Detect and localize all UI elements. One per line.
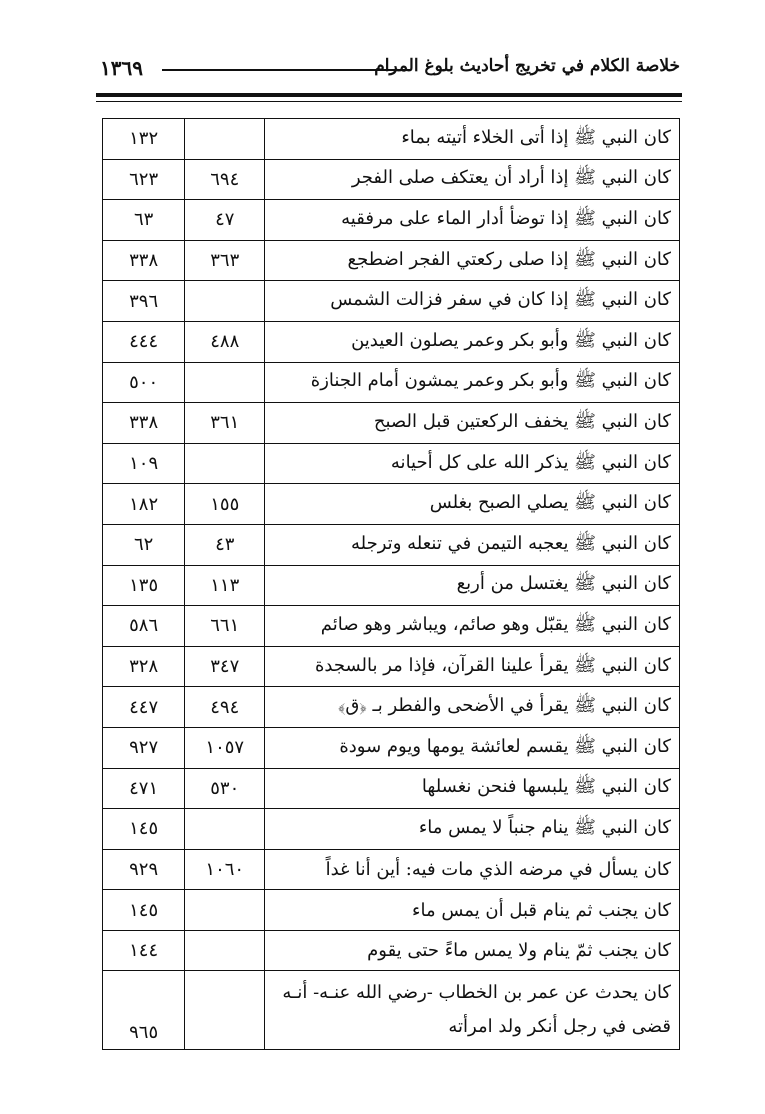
hadith-number xyxy=(185,281,265,322)
page-ref: ٩٢٧ xyxy=(103,727,185,768)
hadith-number xyxy=(185,119,265,160)
page-ref: ١٠٩ xyxy=(103,443,185,484)
hadith-number xyxy=(185,362,265,403)
page-ref: ٣٣٨ xyxy=(103,240,185,281)
hadith-number xyxy=(185,809,265,850)
page-ref: ١٤٥ xyxy=(103,890,185,931)
hadith-number: ١٠٦٠ xyxy=(185,849,265,890)
hadith-text: كان يسأل في مرضه الذي مات فيه: أين أنا غداً xyxy=(265,849,680,890)
hadith-number xyxy=(185,930,265,971)
page-ref: ٤٤٧ xyxy=(103,687,185,728)
hadith-number: ١١٣ xyxy=(185,565,265,606)
table-row xyxy=(103,240,680,281)
hadith-number: ٦٦١ xyxy=(185,606,265,647)
hadith-number: ٤٣ xyxy=(185,524,265,565)
hadith-number: ٤٧ xyxy=(185,200,265,241)
page-ref: ١٤٥ xyxy=(103,809,185,850)
hadith-text: كان يجنب ثمّ ينام ولا يمس ماءً حتى يقوم xyxy=(265,930,680,971)
hadith-number: ٣٤٧ xyxy=(185,646,265,687)
hadith-text: كان النبي ﷺ يذكر الله على كل أحيانه xyxy=(265,443,680,484)
table-row xyxy=(103,727,680,768)
table-row xyxy=(103,119,680,160)
hadith-text xyxy=(265,971,680,1050)
hadith-number: ١٠٥٧ xyxy=(185,727,265,768)
hadith-text: كان النبي ﷺ إذا صلى ركعتي الفجر اضطجع xyxy=(265,240,680,281)
table-row xyxy=(103,281,680,322)
page-ref: ٤٧١ xyxy=(103,768,185,809)
page-ref: ٦٢ xyxy=(103,524,185,565)
hadith-text: كان النبي ﷺ إذا كان في سفر فزالت الشمس xyxy=(265,281,680,322)
hadith-text-line2: قضى في رجل أنكر ولد امرأته xyxy=(448,1016,671,1038)
hadith-index-table xyxy=(102,118,680,1050)
page-ref: ٩٢٩ xyxy=(103,849,185,890)
book-title: خلاصة الكلام في تخريج أحاديث بلوغ المرام xyxy=(374,56,680,76)
table-row xyxy=(103,159,680,200)
hadith-text: كان النبي ﷺ يغتسل من أربع xyxy=(265,565,680,606)
table-row xyxy=(103,565,680,606)
hadith-number: ٣٦١ xyxy=(185,403,265,444)
hadith-text: كان النبي ﷺ يقرأ في الأضحى والفطر بـ ﴿ق﴾ xyxy=(265,687,680,728)
running-header xyxy=(100,56,680,82)
table-row xyxy=(103,484,680,525)
hadith-number: ٥٣٠ xyxy=(185,768,265,809)
header-rule-thin xyxy=(96,101,682,102)
table-row xyxy=(103,930,680,971)
hadith-text: كان النبي ﷺ إذا توضأ أدار الماء على مرفقيه xyxy=(265,200,680,241)
table-row xyxy=(103,321,680,362)
hadith-number: ٦٩٤ xyxy=(185,159,265,200)
hadith-number xyxy=(185,443,265,484)
page-ref: ١٤٤ xyxy=(103,930,185,971)
table-row xyxy=(103,362,680,403)
page-ref: ٣٣٨ xyxy=(103,403,185,444)
table-row xyxy=(103,971,680,1050)
hadith-text: كان النبي ﷺ يخفف الركعتين قبل الصبح xyxy=(265,403,680,444)
hadith-number xyxy=(185,890,265,931)
hadith-text: كان النبي ﷺ يصلي الصبح بغلس xyxy=(265,484,680,525)
header-line xyxy=(162,69,410,71)
hadith-number: ٤٨٨ xyxy=(185,321,265,362)
hadith-number: ١٥٥ xyxy=(185,484,265,525)
page-ref: ١٣٢ xyxy=(103,119,185,160)
hadith-text: كان النبي ﷺ إذا أراد أن يعتكف صلى الفجر xyxy=(265,159,680,200)
table-row xyxy=(103,524,680,565)
table-row xyxy=(103,403,680,444)
hadith-text: كان النبي ﷺ وأبو بكر وعمر يمشون أمام الجنازة xyxy=(265,362,680,403)
hadith-text: كان النبي ﷺ يقرأ علينا القرآن، فإذا مر بالسجدة xyxy=(265,646,680,687)
page-ref: ٣٩٦ xyxy=(103,281,185,322)
hadith-text-line1: كان يحدث عن عمر بن الخطاب -رضي الله عنـه- أنـه xyxy=(282,982,671,1004)
page-ref: ٤٤٤ xyxy=(103,321,185,362)
table-row xyxy=(103,687,680,728)
page-ref: ٦٢٣ xyxy=(103,159,185,200)
table-row xyxy=(103,606,680,647)
hadith-text: كان النبي ﷺ إذا أتى الخلاء أتيته بماء xyxy=(265,119,680,160)
page-ref: ١٨٢ xyxy=(103,484,185,525)
page-ref: ٦٣ xyxy=(103,200,185,241)
header-rule-thick xyxy=(96,93,682,97)
page-ref: ١٣٥ xyxy=(103,565,185,606)
table-row xyxy=(103,443,680,484)
page-number: ١٣٦٩ xyxy=(100,56,143,80)
hadith-text: كان النبي ﷺ يقسم لعائشة يومها ويوم سودة xyxy=(265,727,680,768)
page-ref: ٥٨٦ xyxy=(103,606,185,647)
page-ref: ٣٢٨ xyxy=(103,646,185,687)
hadith-text: كان النبي ﷺ يعجبه التيمن في تنعله وترجله xyxy=(265,524,680,565)
table-row xyxy=(103,809,680,850)
hadith-number xyxy=(185,971,265,1050)
table-row xyxy=(103,200,680,241)
hadith-number: ٤٩٤ xyxy=(185,687,265,728)
hadith-text: كان النبي ﷺ وأبو بكر وعمر يصلون العيدين xyxy=(265,321,680,362)
hadith-number: ٣٦٣ xyxy=(185,240,265,281)
table-row xyxy=(103,890,680,931)
page-ref: ٩٦٥ xyxy=(103,971,185,1050)
hadith-text: كان يجنب ثم ينام قبل أن يمس ماء xyxy=(265,890,680,931)
hadith-text: كان النبي ﷺ ينام جنباً لا يمس ماء xyxy=(265,809,680,850)
table-row xyxy=(103,768,680,809)
table-row xyxy=(103,849,680,890)
page-ref: ٥٠٠ xyxy=(103,362,185,403)
hadith-text: كان النبي ﷺ يقبّل وهو صائم، ويباشر وهو صائم xyxy=(265,606,680,647)
table-row xyxy=(103,646,680,687)
hadith-text: كان النبي ﷺ يلبسها فنحن نغسلها xyxy=(265,768,680,809)
